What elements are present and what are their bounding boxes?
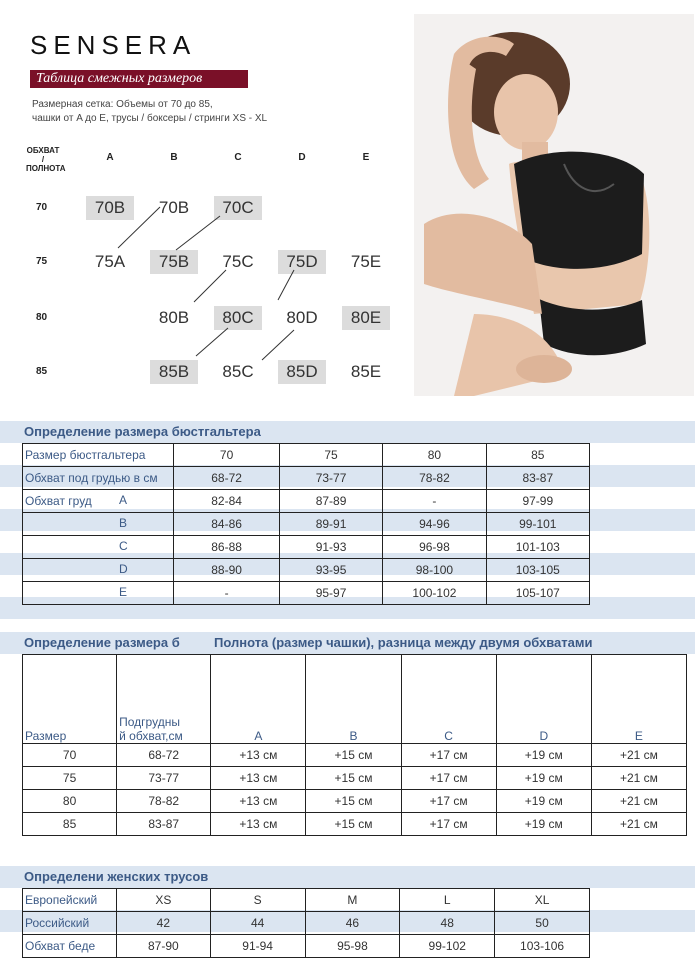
panty-size-value: 46 — [305, 912, 400, 935]
table-row — [23, 744, 687, 767]
bra-table-title: Определение размера бюстгальтера — [24, 424, 261, 439]
bra-cup-cell — [23, 513, 174, 536]
brand-logo: SENSERA — [30, 30, 197, 60]
panty-size-value: 95-98 — [305, 935, 400, 958]
cup-letter-header: A — [211, 655, 306, 744]
grid-size-cell: 75C — [222, 252, 254, 271]
grid-band-label: 80 — [36, 312, 48, 323]
description-line-2: чашки от A до E, трусы / боксеры / стринги XS - XL — [32, 113, 268, 124]
cup-letter-header: D — [496, 655, 591, 744]
cup-table-title-left: Определение размера б — [24, 635, 180, 650]
grid-cup-header: D — [298, 152, 306, 163]
bra-bust-value: 84-86 — [174, 513, 280, 536]
grid-size-cell: 75B — [150, 250, 198, 274]
grid-size-cell: 85C — [222, 362, 254, 381]
description-line-1: Размерная сетка: Объемы от 70 до 85, — [32, 99, 213, 110]
bra-cup-letter: B — [119, 516, 128, 530]
panty-size-value: 44 — [210, 912, 305, 935]
grid-size-cell: 75A — [94, 252, 126, 271]
bra-bust-value: - — [383, 490, 486, 513]
bra-cup-cell — [23, 536, 174, 559]
bra-cup-cell — [23, 490, 174, 513]
bra-size-table — [22, 443, 590, 605]
bra-band-header: 75 — [279, 444, 382, 467]
panty-size-value: S — [210, 889, 305, 912]
panty-row-label: Европейский — [23, 889, 117, 912]
panty-size-value: 87-90 — [116, 935, 210, 958]
grid-size-cell: 85D — [278, 360, 326, 384]
cup-col-underbust-header — [117, 655, 211, 744]
panty-size-value: 50 — [495, 912, 590, 935]
bra-underbust-value: 83-87 — [486, 467, 589, 490]
bra-bust-value: 99-101 — [486, 513, 589, 536]
cup-row-difference: +13 см — [211, 813, 306, 836]
grid-band-label: 70 — [36, 202, 48, 213]
table-row — [23, 889, 590, 912]
bra-bust-value: 89-91 — [279, 513, 382, 536]
cup-row-difference: +21 см — [591, 744, 686, 767]
model-photo — [414, 14, 694, 396]
grid-size-cell: 70B — [158, 198, 190, 217]
bra-underbust-value: 68-72 — [174, 467, 280, 490]
cup-letter-header: B — [306, 655, 401, 744]
grid-band-label: 85 — [36, 366, 48, 377]
cup-row-difference: +19 см — [496, 767, 591, 790]
bra-bust-value: - — [174, 582, 280, 605]
cup-row-difference: +13 см — [211, 790, 306, 813]
cup-letter-header: E — [591, 655, 686, 744]
bra-band-header: 85 — [486, 444, 589, 467]
cup-letter-header: C — [401, 655, 496, 744]
cup-row-difference: +13 см — [211, 767, 306, 790]
cup-row-size: 75 — [23, 767, 117, 790]
cup-row-underbust: 83-87 — [117, 813, 211, 836]
bra-bust-value: 101-103 — [486, 536, 589, 559]
cup-row-size: 70 — [23, 744, 117, 767]
bra-underbust-value: 73-77 — [279, 467, 382, 490]
grid-size-cell: 80D — [286, 308, 318, 327]
grid-cup-header: C — [234, 152, 242, 163]
panty-size-value: XS — [116, 889, 210, 912]
bra-bust-value: 95-97 — [279, 582, 382, 605]
cup-row-difference: +17 см — [401, 744, 496, 767]
grid-size-cell: 70B — [86, 196, 134, 220]
cup-row-underbust: 68-72 — [117, 744, 211, 767]
panty-size-table — [22, 888, 590, 958]
bra-bust-value: 96-98 — [383, 536, 486, 559]
cup-row-underbust: 78-82 — [117, 790, 211, 813]
cup-row-difference: +19 см — [496, 790, 591, 813]
table-row — [23, 790, 687, 813]
grid-size-cell: 75D — [278, 250, 326, 274]
bra-cup-cell — [23, 559, 174, 582]
bra-header-label: Размер бюстгальтера — [23, 444, 174, 467]
grid-corner-line-2: ПОЛНОТА — [26, 164, 66, 173]
table-row — [23, 935, 590, 958]
cup-row-difference: +15 см — [306, 767, 401, 790]
panty-size-value: 91-94 — [210, 935, 305, 958]
bra-band-header: 70 — [174, 444, 280, 467]
cup-row-underbust: 73-77 — [117, 767, 211, 790]
bra-bust-value: 88-90 — [174, 559, 280, 582]
table-row — [23, 536, 590, 559]
table-row — [23, 444, 590, 467]
cup-row-difference: +15 см — [306, 813, 401, 836]
cup-row-size: 80 — [23, 790, 117, 813]
grid-size-cell: 70C — [214, 196, 262, 220]
bra-bust-value: 91-93 — [279, 536, 382, 559]
cup-row-difference: +19 см — [496, 813, 591, 836]
grid-size-cell: 85B — [150, 360, 198, 384]
panty-size-value: 48 — [400, 912, 495, 935]
cup-fullness-table — [22, 654, 687, 836]
bra-bust-value: 87-89 — [279, 490, 382, 513]
cup-row-difference: +17 см — [401, 790, 496, 813]
banner-title: Таблица смежных размеров — [30, 70, 248, 88]
bra-underbust-label: Обхват под грудью в см — [23, 467, 174, 490]
cup-row-difference: +21 см — [591, 790, 686, 813]
table-row — [23, 559, 590, 582]
grid-cup-header: B — [170, 152, 178, 163]
grid-connector-lines — [0, 0, 410, 400]
grid-size-cell: 80C — [214, 306, 262, 330]
cup-row-difference: +13 см — [211, 744, 306, 767]
grid-corner-line-1: ОБХВАТ / — [26, 146, 60, 164]
bra-cup-letter: D — [119, 562, 128, 576]
cup-row-difference: +17 см — [401, 813, 496, 836]
table-row — [23, 467, 590, 490]
bra-bust-value: 86-88 — [174, 536, 280, 559]
grid-cup-header: A — [106, 152, 114, 163]
cup-row-difference: +15 см — [306, 790, 401, 813]
bra-bust-value: 97-99 — [486, 490, 589, 513]
bra-cup-cell — [23, 582, 174, 605]
bra-underbust-value: 78-82 — [383, 467, 486, 490]
bra-bust-value: 105-107 — [486, 582, 589, 605]
cup-col-size-header: Размер — [23, 655, 117, 744]
cup-row-difference: +15 см — [306, 744, 401, 767]
table-row — [23, 655, 687, 744]
cup-row-difference: +21 см — [591, 767, 686, 790]
panty-row-label: Российский — [23, 912, 117, 935]
bra-cup-letter: C — [119, 539, 128, 553]
panty-row-label: Обхват беде — [23, 935, 117, 958]
cup-row-difference: +21 см — [591, 813, 686, 836]
panty-size-value: L — [400, 889, 495, 912]
bra-cup-letter: E — [119, 585, 128, 599]
cup-table-title-right: Полнота (размер чашки), разница между двумя обхватами — [214, 635, 593, 650]
bra-bust-value: 93-95 — [279, 559, 382, 582]
cup-row-difference: +19 см — [496, 744, 591, 767]
bra-bust-value: 94-96 — [383, 513, 486, 536]
panty-size-value: 99-102 — [400, 935, 495, 958]
table-row — [23, 767, 687, 790]
table-row — [23, 582, 590, 605]
panty-table-title: Определени женских трусов — [24, 869, 209, 884]
cup-col-underbust-line-1: Подгрудны — [119, 715, 180, 729]
grid-size-cell: 85E — [350, 362, 382, 381]
cup-row-size: 85 — [23, 813, 117, 836]
bra-bust-value: 100-102 — [383, 582, 486, 605]
table-row — [23, 490, 590, 513]
bra-band-header: 80 — [383, 444, 486, 467]
panty-size-value: XL — [495, 889, 590, 912]
bra-bust-value: 103-105 — [486, 559, 589, 582]
panty-size-value: M — [305, 889, 400, 912]
table-row — [23, 912, 590, 935]
table-row — [23, 513, 590, 536]
grid-band-label: 75 — [36, 256, 48, 267]
grid-size-cell: 80B — [158, 308, 190, 327]
panty-size-value: 103-106 — [495, 935, 590, 958]
bra-bust-value: 82-84 — [174, 490, 280, 513]
cup-col-underbust-line-2: й обхват,см — [119, 729, 183, 743]
panty-size-value: 42 — [116, 912, 210, 935]
grid-size-cell: 75E — [350, 252, 382, 271]
grid-size-cell: 80E — [342, 306, 390, 330]
grid-cup-header: E — [362, 152, 370, 163]
cup-row-difference: +17 см — [401, 767, 496, 790]
bra-cup-letter: A — [119, 493, 128, 507]
bra-bust-label: Обхват груд — [25, 494, 92, 508]
table-row — [23, 813, 687, 836]
bra-bust-value: 98-100 — [383, 559, 486, 582]
